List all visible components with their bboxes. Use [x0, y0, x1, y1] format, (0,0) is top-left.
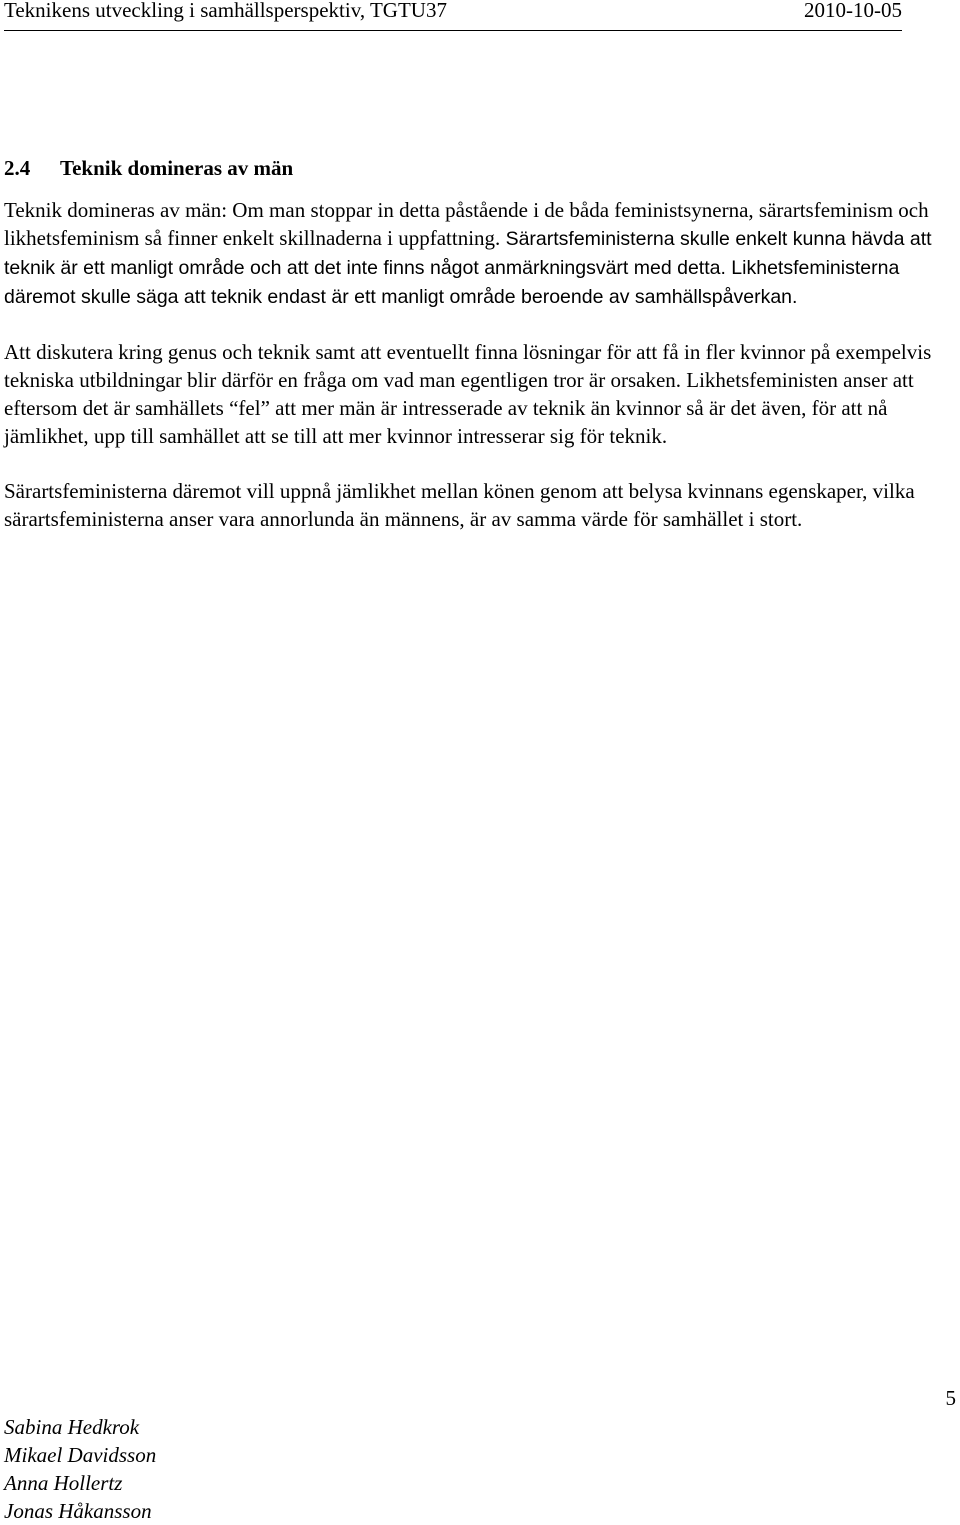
section-number: 2.4 [4, 156, 31, 180]
paragraph-sentence: Likhetsfeministen anser att eftersom det är samhällets [4, 368, 914, 420]
author-name: Anna Hollertz [4, 1471, 123, 1495]
page-header [4, 0, 902, 26]
section-title: Teknik domineras av män [60, 156, 294, 180]
paragraph-sentence: Särartsfeministerna skulle enkelt kunna hävda att teknik är ett manligt område och att det inte finns något anmärkningsvärt med detta. Likhetsfeministerna däremot skulle säga att teknik endast är ett manligt område beroende av samhällspåverkan. [4, 228, 932, 308]
author-name: Jonas Håkansson [4, 1499, 152, 1523]
body-text [4, 196, 956, 533]
paragraph-sentence: Att diskutera kring genus och teknik samt att eventuellt finna lösningar för att få in fler kvinnor på exempelvis tekniska utbildningar blir därför en fråga om vad man egentligen tror är orsaken. [4, 340, 932, 392]
author-list [4, 1413, 156, 1525]
quoted-word: “fel” [229, 396, 270, 420]
paragraph-sentence: att mer män är intresserade av teknik än kvinnor så är det även, för att nå jämlikhet, upp till samhället att se till att mer kvinnor intresserar sig för teknik. [4, 396, 888, 448]
document-title: Teknikens utveckling i samhällsperspektiv, TGTU37 [4, 0, 447, 22]
paragraph-sentence: Särartsfeministerna däremot vill uppnå jämlikhet mellan könen genom att belysa kvinnans egenskaper, vilka särartsfeministerna anser vara annorlunda än männens, är av samma värde för samhället i stort. [4, 479, 915, 531]
author-name: Mikael Davidsson [4, 1443, 157, 1467]
paragraph [4, 196, 956, 311]
page-number: 5 [945, 1386, 956, 1410]
section-heading [4, 156, 293, 181]
header-divider [4, 30, 902, 31]
paragraph [4, 338, 956, 450]
paragraph [4, 477, 956, 533]
document-date: 2010-10-05 [804, 0, 902, 22]
paragraph-sentence: Teknik domineras av män: Om man stoppar in detta påstående i de båda feministsynerna, särartsfeminism och likhetsfeminism så finner enkelt skillnaderna i uppfattning. [4, 198, 929, 250]
author-name: Sabina Hedkrok [4, 1415, 140, 1439]
